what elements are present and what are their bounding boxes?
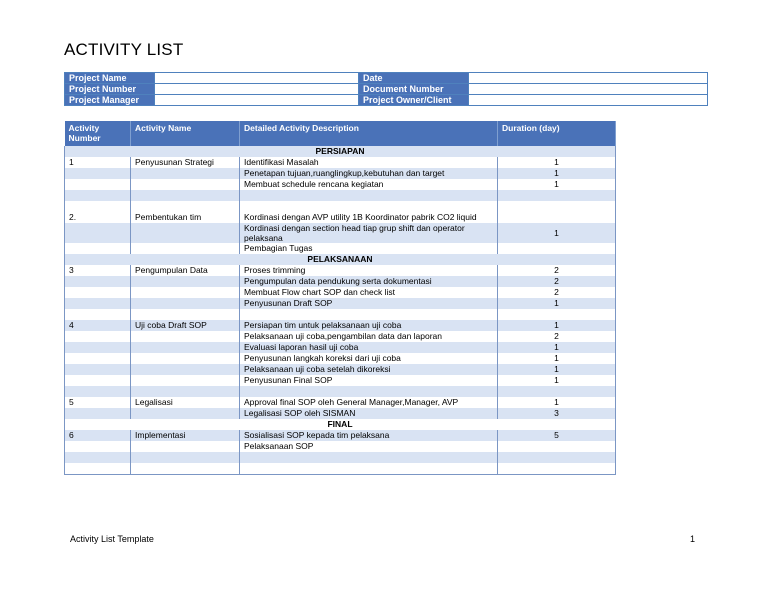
header-activity-name: Activity Name <box>131 121 240 146</box>
table-row <box>65 276 616 287</box>
activity-description: Membuat Flow chart SOP dan check list <box>240 287 498 298</box>
table-row <box>65 265 616 276</box>
activity-number: 4 <box>65 320 131 331</box>
table-row <box>65 179 616 190</box>
section-row <box>65 419 616 430</box>
project-manager-field[interactable] <box>155 95 359 106</box>
date-label: Date <box>359 73 469 84</box>
project-number-label: Project Number <box>65 84 155 95</box>
activity-description: Evaluasi laporan hasil uji coba <box>240 342 498 353</box>
activity-description: Proses trimming <box>240 265 498 276</box>
activity-duration: 1 <box>498 223 616 243</box>
activity-duration: 2 <box>498 331 616 342</box>
activity-description: Penyusunan langkah koreksi dari uji coba <box>240 353 498 364</box>
activity-description: Persiapan tim untuk pelaksanaan uji coba <box>240 320 498 331</box>
activity-name: Pengumpulan Data <box>131 265 240 276</box>
table-row <box>65 353 616 364</box>
section-row <box>65 254 616 265</box>
spacer-row <box>65 386 616 397</box>
activity-duration: 1 <box>498 342 616 353</box>
table-row <box>65 331 616 342</box>
activity-duration: 1 <box>498 320 616 331</box>
activity-duration: 1 <box>498 179 616 190</box>
activity-duration: 3 <box>498 408 616 419</box>
table-row <box>65 397 616 408</box>
activity-description: Penyusunan Draft SOP <box>240 298 498 309</box>
table-row <box>65 212 616 223</box>
section-final: FINAL <box>65 419 616 430</box>
activity-description: Approval final SOP oleh General Manager,Manager, AVP <box>240 397 498 408</box>
header-description: Detailed Activity Description <box>240 121 498 146</box>
section-row <box>65 146 616 157</box>
activity-description: Pembagian Tugas <box>240 243 498 254</box>
header-duration: Duration (day) <box>498 121 616 146</box>
footer-template-name: Activity List Template <box>70 534 154 544</box>
activity-description: Kordinasi dengan section head tiap grup shift dan operator pelaksana <box>240 223 498 243</box>
activity-description: Membuat schedule rencana kegiatan <box>240 179 498 190</box>
spacer-row <box>65 190 616 201</box>
project-name-field[interactable] <box>155 73 359 84</box>
activity-number: 3 <box>65 265 131 276</box>
table-row <box>65 287 616 298</box>
activity-table <box>64 121 616 475</box>
activity-name: Legalisasi <box>131 397 240 408</box>
table-row <box>65 157 616 168</box>
activity-number: 6 <box>65 430 131 441</box>
activity-description: Pelaksanaan uji coba,pengambilan data dan laporan <box>240 331 498 342</box>
activity-description: Penyusunan Final SOP <box>240 375 498 386</box>
activity-description: Pengumpulan data pendukung serta dokumentasi <box>240 276 498 287</box>
spacer-row <box>65 201 616 212</box>
table-row <box>65 342 616 353</box>
document-number-field[interactable] <box>469 84 708 95</box>
table-row <box>65 375 616 386</box>
table-row <box>65 168 616 179</box>
table-row <box>65 243 616 254</box>
activity-name: Uji coba Draft SOP <box>131 320 240 331</box>
section-persiapan: PERSIAPAN <box>65 146 616 157</box>
table-row <box>65 441 616 452</box>
activity-number: 5 <box>65 397 131 408</box>
project-manager-label: Project Manager <box>65 95 155 106</box>
activity-duration <box>498 243 616 254</box>
activity-duration <box>498 441 616 452</box>
project-number-field[interactable] <box>155 84 359 95</box>
activity-description: Penetapan tujuan,ruanglingkup,kebutuhan dan target <box>240 168 498 179</box>
activity-duration: 1 <box>498 353 616 364</box>
activity-name: Pembentukan tim <box>131 212 240 223</box>
date-field[interactable] <box>469 73 708 84</box>
spacer-row <box>65 463 616 475</box>
header-activity-number: Activity Number <box>65 121 131 146</box>
activity-description: Identifikasi Masalah <box>240 157 498 168</box>
activity-duration: 1 <box>498 375 616 386</box>
activity-number: 1 <box>65 157 131 168</box>
table-row <box>65 223 616 243</box>
activity-duration: 1 <box>498 364 616 375</box>
section-pelaksanaan: PELAKSANAAN <box>65 254 616 265</box>
table-row <box>65 408 616 419</box>
activity-duration: 2 <box>498 265 616 276</box>
activity-name: Penyusunan Strategi <box>131 157 240 168</box>
activity-duration: 1 <box>498 168 616 179</box>
table-row <box>65 430 616 441</box>
table-row <box>65 364 616 375</box>
project-owner-field[interactable] <box>469 95 708 106</box>
activity-duration <box>498 212 616 223</box>
activity-description: Kordinasi dengan AVP utility 1B Koordinator pabrik CO2 liquid <box>240 212 498 223</box>
activity-description: Legalisasi SOP oleh SISMAN <box>240 408 498 419</box>
activity-duration: 1 <box>498 397 616 408</box>
table-row <box>65 320 616 331</box>
spacer-row <box>65 309 616 320</box>
activity-number: 2. <box>65 212 131 223</box>
spacer-row <box>65 452 616 463</box>
activity-description: Pelaksanaan uji coba setelah dikoreksi <box>240 364 498 375</box>
activity-duration: 1 <box>498 298 616 309</box>
activity-duration: 1 <box>498 157 616 168</box>
page-title: ACTIVITY LIST <box>64 40 184 59</box>
activity-name: Implementasi <box>131 430 240 441</box>
activity-duration: 2 <box>498 287 616 298</box>
activity-description: Pelaksanaan SOP <box>240 441 498 452</box>
project-name-label: Project Name <box>65 73 155 84</box>
page-number: 1 <box>690 534 696 544</box>
project-info-table <box>64 72 708 106</box>
table-row <box>65 298 616 309</box>
activity-description: Sosialisasi SOP kepada tim pelaksana <box>240 430 498 441</box>
activity-duration: 5 <box>498 430 616 441</box>
activity-duration: 2 <box>498 276 616 287</box>
project-owner-label: Project Owner/Client <box>359 95 469 106</box>
document-number-label: Document Number <box>359 84 469 95</box>
